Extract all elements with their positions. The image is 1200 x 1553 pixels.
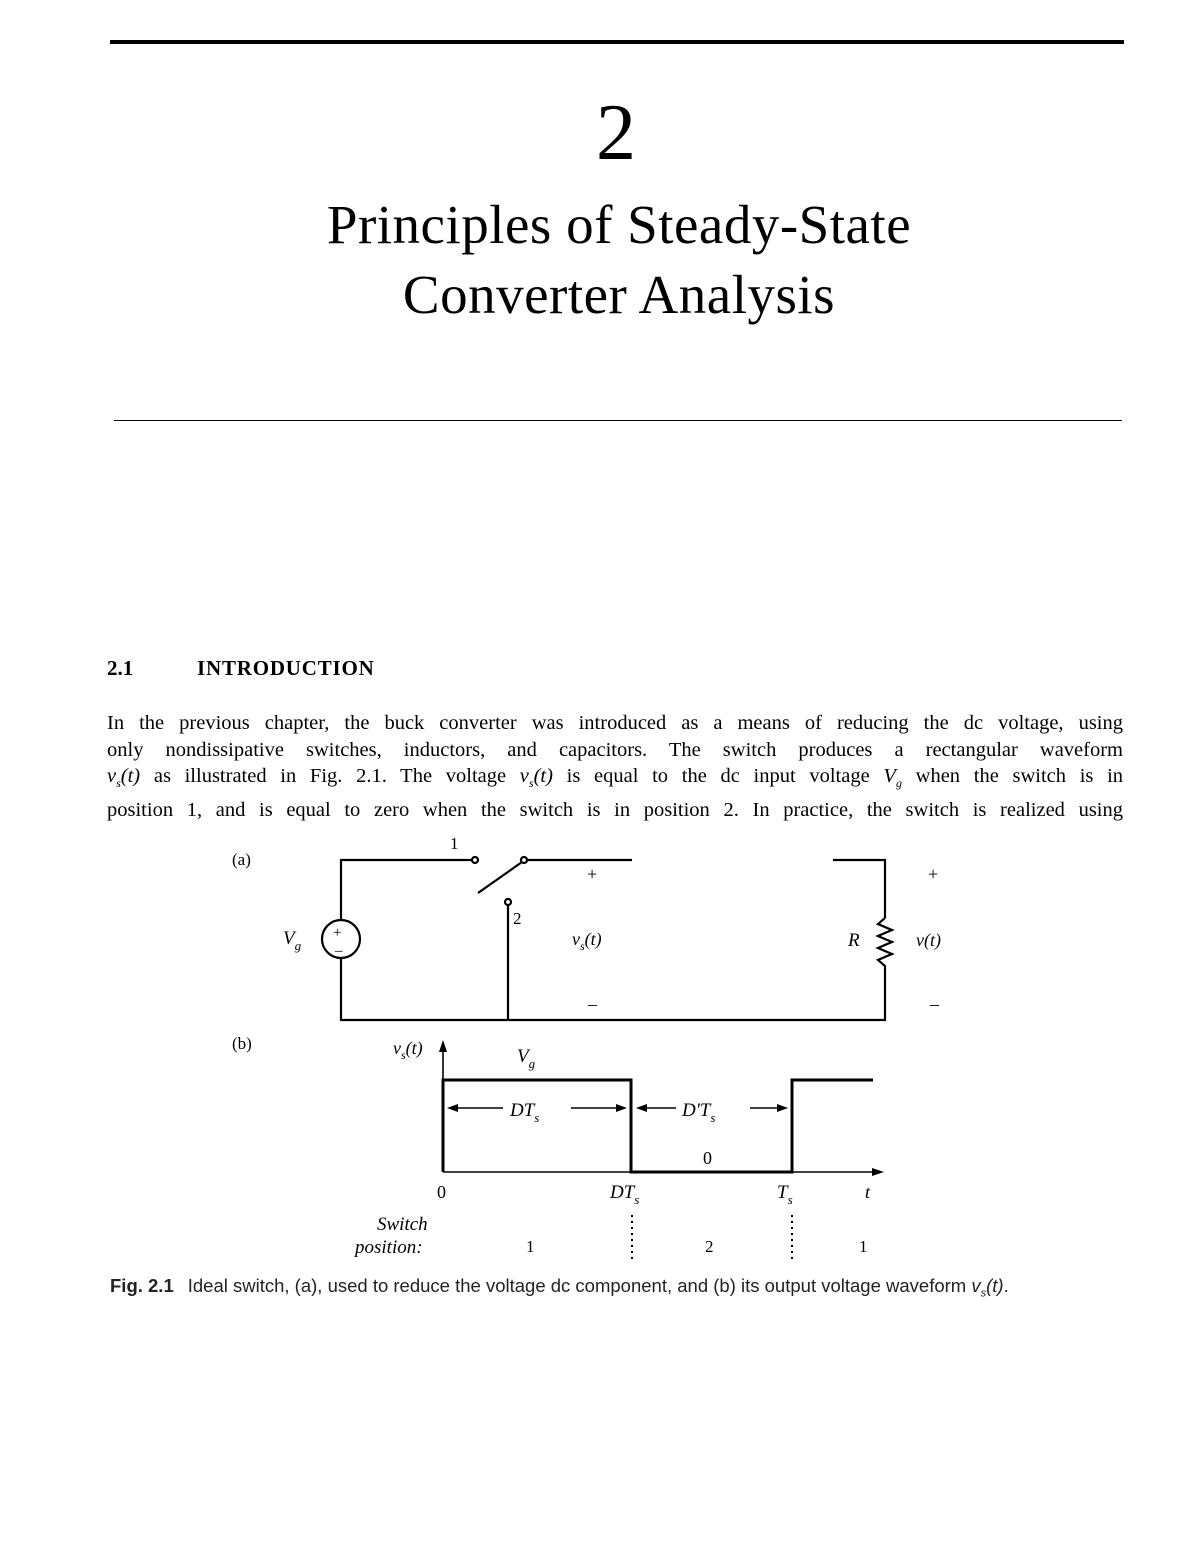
chapter-number: 2 [596,89,636,177]
intro-paragraph [107,710,1123,823]
source-plus: + [333,925,342,941]
vs-waveform [443,1080,873,1172]
resistor-symbol [878,918,892,985]
x-origin-label: 0 [437,1182,446,1202]
switch-position-caption-1: Switch [377,1214,428,1235]
resistor-label: R [848,930,860,951]
buck-switch-circuit [322,857,892,1020]
vout-plus: + [928,864,939,884]
paragraph-line-1: In the previous chapter, the buck converter was introduced as a means of reducing the dc voltage, using [107,712,1123,734]
x-axis-label: t [865,1182,871,1202]
vout-minus: – [930,994,939,1014]
section-number: 2.1 [107,656,134,680]
chapter-title [0,190,1200,330]
vout-label: v(t) [916,930,941,950]
top-rule [110,40,1124,44]
switch-position-caption-2: position: [355,1237,423,1258]
part-b-label: (b) [232,1034,252,1053]
switch-position-2: 2 [705,1237,714,1256]
x-axis-arrow [872,1168,884,1176]
vs-label: $v_s(t)$ [572,929,602,953]
vs-plus: + [587,864,598,884]
waveform-y-label: $v_s(t)$ [393,1038,423,1062]
figure-2-1 [0,830,1200,1270]
chapter-title-line2: Converter Analysis [402,264,836,325]
x-tick-ts: $T_s$ [777,1182,793,1207]
switch-position-1-label: 1 [450,834,459,853]
paragraph-line-3: $v_s(t)$ as illustrated in Fig. 2.1. The voltage $v_s(t)$ is equal to the dc input voltage $V_g$ when the switch is in [107,765,1124,791]
source-minus: – [335,943,343,959]
switch-position-1: 1 [526,1237,535,1256]
waveform-axes [443,1046,878,1172]
figure-caption: Fig. 2.1 Ideal switch, (a), used to reduce the voltage dc component, and (b) its output voltage waveform $v_s(t)$. [110,1275,1009,1300]
off-interval-label: $D'T_s$ [682,1100,716,1125]
paragraph-line-4: position 1, and is equal to zero when the switch is in position 2. In practice, the switch is realized using [107,798,1123,821]
switch-position-2-label: 2 [513,909,522,928]
vs-minus: – [588,994,597,1014]
high-level-label: $V_g$ [517,1046,536,1071]
middle-rule [114,420,1122,421]
switch-blade [478,862,522,893]
y-axis-arrow [439,1040,447,1052]
figure-caption-text: Ideal switch, (a), used to reduce the voltage dc component, and (b) its output voltage waveform [187,1275,967,1296]
low-level-label: 0 [703,1148,712,1168]
on-interval-label: $DT_s$ [510,1100,540,1125]
source-label: $V_g$ [283,928,302,953]
chapter-title-line1: Principles of Steady-State [326,194,912,255]
figure-caption-label: Fig. 2.1 [110,1275,174,1296]
part-a-label: (a) [232,850,251,869]
paragraph-line-2: only nondissipative switches, inductors, and capacitors. The switch produces a rectangular waveform [107,738,1123,761]
section-title: INTRODUCTION [197,656,375,680]
x-tick-dts: $DT_s$ [610,1182,640,1207]
switch-position-3: 1 [859,1237,868,1256]
